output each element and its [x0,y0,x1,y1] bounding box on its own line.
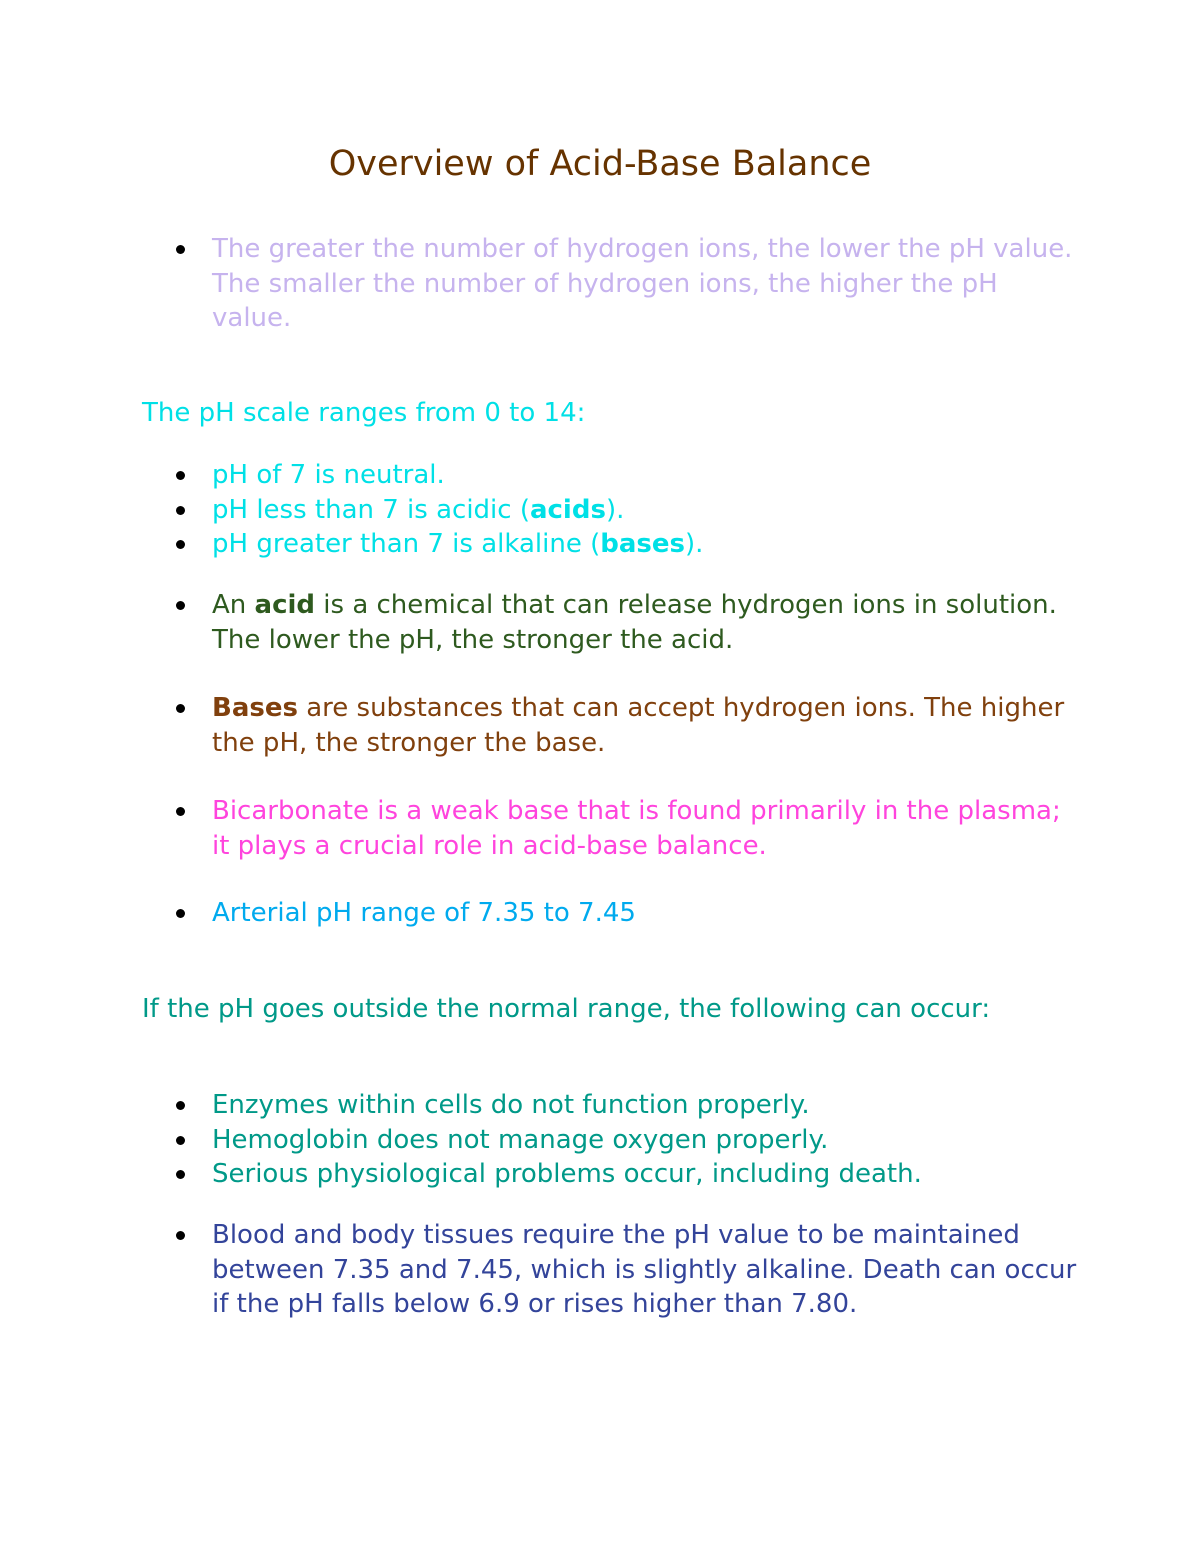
enzymes-text: Enzymes within cells do not function properly. [212,1090,810,1120]
intro-text: The greater the number of hydrogen ions, the lower the pH value. The smaller the number of hydrogen ions, the higher the pH value. [212,234,1073,333]
arterial-text: Arterial pH range of 7.35 to 7.45 [212,898,636,928]
list-item [0,232,1080,336]
outside-range-list [0,1088,1080,1192]
bullet-icon [176,471,185,480]
bases-term-bold: Bases [212,693,298,723]
bullet-icon [176,1101,185,1110]
alkaline-text: pH greater than 7 is alkaline ( [212,529,601,559]
bullet-icon [176,245,185,254]
physiological-text: Serious physiological problems occur, including death. [212,1159,922,1189]
acid-pre: An [212,590,255,620]
page-title: Overview of Acid-Base Balance [328,144,872,184]
scale-heading: The pH scale ranges from 0 to 14: [142,398,586,428]
bullet-icon [176,704,185,713]
bullet-icon [176,1136,185,1145]
hemoglobin-text: Hemoglobin does not manage oxygen properly. [212,1124,829,1155]
list-item [0,1123,1080,1158]
bullet-icon [176,909,185,918]
list-item [0,691,1080,760]
list-item [0,458,1080,493]
bicarbonate-list [0,794,1080,863]
list-item [0,896,1080,931]
bullet-icon [176,807,185,816]
blood-list [0,1218,1080,1322]
list-item [0,794,1080,863]
list-item [0,588,1080,657]
intro-list [0,232,1080,336]
neutral-text: pH of 7 is neutral. [212,460,445,490]
bicarbonate-text: Bicarbonate is a weak base that is found primarily in the plasma; it plays a crucial role in acid-base balance. [212,796,1061,861]
bullet-icon [176,1170,185,1179]
bullet-icon [176,506,185,515]
acid-definition: is a chemical that can release hydrogen ions in solution. The lower the pH, the stronger the acid. [212,590,1057,655]
list-item [0,527,1080,562]
bullet-icon [176,1231,185,1240]
list-item [0,1218,1080,1322]
bases-term: bases [600,529,685,559]
list-item [0,1157,1080,1192]
arterial-list [0,896,1080,931]
scale-list [0,458,1080,562]
list-item [0,1088,1080,1123]
acids-term: acids [529,494,606,525]
acid-list [0,588,1080,657]
bullet-icon [176,601,185,610]
alkaline-close: ). [684,529,704,559]
list-item [0,493,1080,528]
bases-definition: are substances that can accept hydrogen ions. The higher the pH, the stronger the base. [212,693,1065,758]
bullet-icon [176,540,185,549]
blood-text: Blood and body tissues require the pH value to be maintained between 7.35 and 7.45, which is slightly alkaline. Death can occur if the pH falls below 6.9 or rises higher than 7.80. [212,1220,1077,1319]
acid-term: acid [254,590,316,620]
acidic-text: pH less than 7 is acidic ( [212,494,530,525]
outside-range-heading: If the pH goes outside the normal range, the following can occur: [142,994,991,1024]
bases-list [0,691,1080,760]
acidic-close: ). [605,494,625,525]
